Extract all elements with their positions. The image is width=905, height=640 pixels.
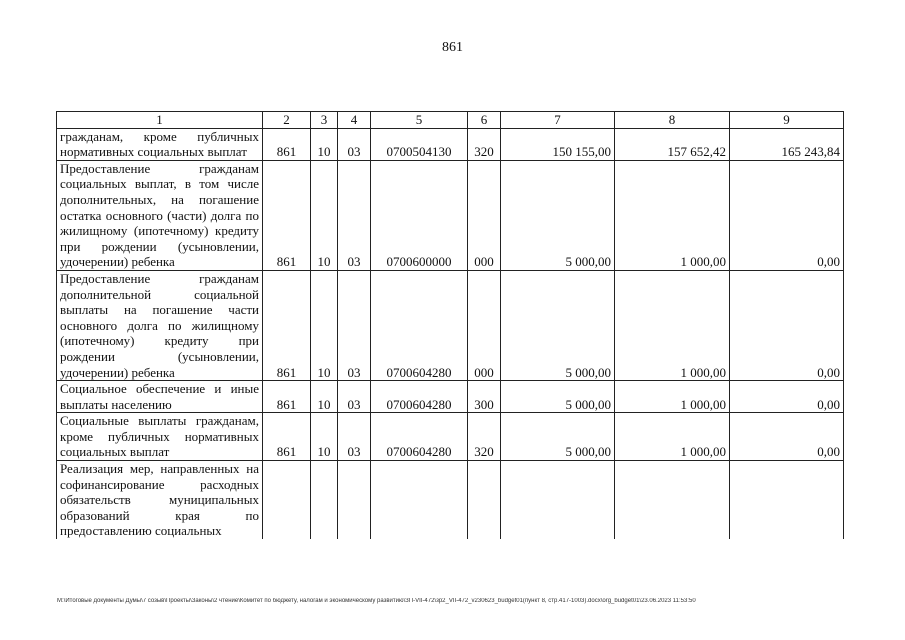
- row-description: Реализация мер, направленных на софинансирование расходных обязательств муниципальных образований края по предоставлению социальных: [57, 461, 263, 539]
- column-header: 3: [311, 112, 338, 129]
- cell-amount-7: 5 000,00: [501, 413, 615, 461]
- column-header: 9: [730, 112, 844, 129]
- empty-cell: [730, 461, 844, 539]
- row-description: Социальное обеспечение и иные выплаты населению: [57, 381, 263, 413]
- cell-ministry: 861: [263, 381, 311, 413]
- document-footer-path: M:\Итоговые документы Думы\7 созыв\Проекты\Законы\2 чтение\Комитет по бюджету, налогам и экономическому развитию\ЗП-VII-472\зр2_VII-472_v230623_budget01(пункт 8, стр.417-1003).docx\org_budget01\23.06.2023 11:53:50: [57, 598, 696, 604]
- cell-amount-9: 165 243,84: [730, 128, 844, 160]
- cell-amount-7: 5 000,00: [501, 270, 615, 380]
- column-header: 5: [371, 112, 468, 129]
- column-header: 2: [263, 112, 311, 129]
- cell-amount-8: 1 000,00: [615, 160, 730, 270]
- empty-cell: [338, 461, 371, 539]
- cell-amount-7: 5 000,00: [501, 381, 615, 413]
- cell-amount-9: 0,00: [730, 381, 844, 413]
- cell-amount-8: 1 000,00: [615, 413, 730, 461]
- empty-cell: [468, 461, 501, 539]
- row-description: Социальные выплаты гражданам, кроме публичных нормативных социальных выплат: [57, 413, 263, 461]
- empty-cell: [501, 461, 615, 539]
- cell-expense-type: 300: [468, 381, 501, 413]
- empty-cell: [371, 461, 468, 539]
- budget-table: [56, 111, 844, 539]
- cell-target-code: 0700504130: [371, 128, 468, 160]
- cell-subsection: 03: [338, 381, 371, 413]
- cell-amount-7: 150 155,00: [501, 128, 615, 160]
- cell-section: 10: [311, 270, 338, 380]
- cell-amount-9: 0,00: [730, 160, 844, 270]
- row-description: Предоставление гражданам дополнительной социальной выплаты на погашение части основного долга по жилищному (ипотечному) кредиту при рождении (усыновлении, удочерении) ребенка: [57, 270, 263, 380]
- cell-subsection: 03: [338, 270, 371, 380]
- cell-subsection: 03: [338, 128, 371, 160]
- cell-ministry: 861: [263, 160, 311, 270]
- cell-expense-type: 000: [468, 270, 501, 380]
- table-header-row: [57, 112, 844, 129]
- column-header: 7: [501, 112, 615, 129]
- column-header: 1: [57, 112, 263, 129]
- cell-amount-9: 0,00: [730, 270, 844, 380]
- empty-cell: [263, 461, 311, 539]
- cell-target-code: 0700604280: [371, 413, 468, 461]
- page-number: 861: [442, 40, 463, 55]
- table-row: [57, 128, 844, 160]
- table-row: [57, 461, 844, 539]
- cell-subsection: 03: [338, 160, 371, 270]
- row-description: гражданам, кроме публичных нормативных социальных выплат: [57, 128, 263, 160]
- cell-section: 10: [311, 128, 338, 160]
- cell-target-code: 0700600000: [371, 160, 468, 270]
- cell-amount-8: 157 652,42: [615, 128, 730, 160]
- cell-ministry: 861: [263, 413, 311, 461]
- cell-amount-8: 1 000,00: [615, 270, 730, 380]
- empty-cell: [615, 461, 730, 539]
- cell-expense-type: 320: [468, 413, 501, 461]
- row-description: Предоставление гражданам социальных выплат, в том числе дополнительных, на погашение остатка основного (части) долга по жилищному (ипотечному) кредиту при рождении (усыновлении, удочерении) ребенка: [57, 160, 263, 270]
- column-header: 6: [468, 112, 501, 129]
- cell-section: 10: [311, 381, 338, 413]
- cell-target-code: 0700604280: [371, 381, 468, 413]
- cell-expense-type: 000: [468, 160, 501, 270]
- cell-subsection: 03: [338, 413, 371, 461]
- cell-ministry: 861: [263, 128, 311, 160]
- cell-expense-type: 320: [468, 128, 501, 160]
- column-header: 4: [338, 112, 371, 129]
- cell-section: 10: [311, 413, 338, 461]
- table-row: [57, 270, 844, 380]
- cell-amount-8: 1 000,00: [615, 381, 730, 413]
- cell-amount-9: 0,00: [730, 413, 844, 461]
- cell-ministry: 861: [263, 270, 311, 380]
- column-header: 8: [615, 112, 730, 129]
- cell-amount-7: 5 000,00: [501, 160, 615, 270]
- table-row: [57, 413, 844, 461]
- empty-cell: [311, 461, 338, 539]
- table-row: [57, 381, 844, 413]
- cell-target-code: 0700604280: [371, 270, 468, 380]
- table-row: [57, 160, 844, 270]
- cell-section: 10: [311, 160, 338, 270]
